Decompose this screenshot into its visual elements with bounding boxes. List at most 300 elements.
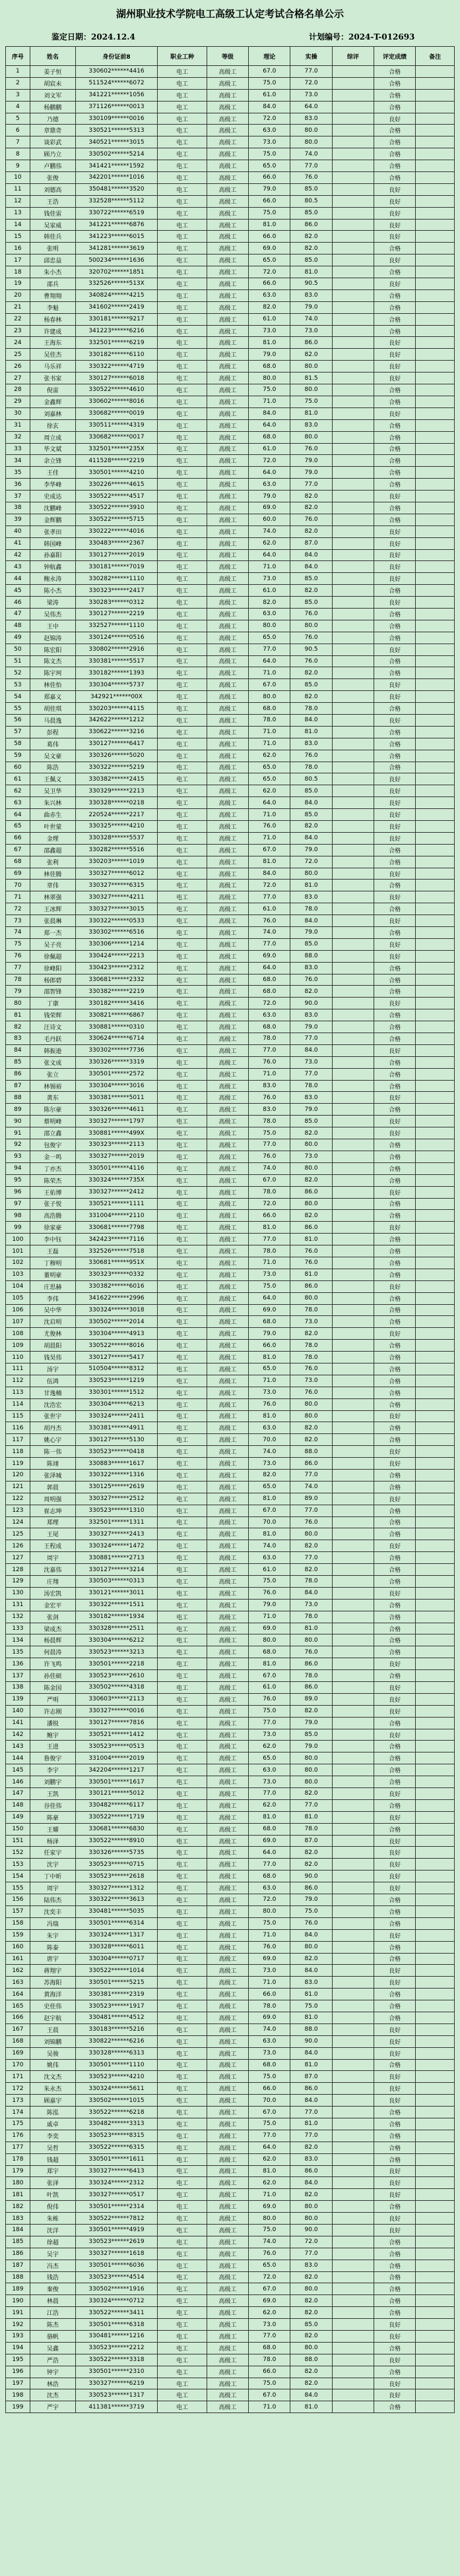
cell-job: 电工 bbox=[158, 561, 207, 573]
cell-theory: 63.0 bbox=[249, 2035, 290, 2047]
table-row bbox=[6, 1705, 455, 1717]
cell-remark bbox=[416, 1044, 455, 1056]
cell-name: 陈浩 bbox=[30, 762, 75, 773]
cell-job: 电工 bbox=[158, 2083, 207, 2095]
cell-practice: 82.0 bbox=[290, 1434, 332, 1446]
cell-theory: 72.0 bbox=[249, 1894, 290, 1906]
cell-remark bbox=[416, 573, 455, 585]
table-row bbox=[6, 655, 455, 667]
cell-level: 高级工 bbox=[207, 561, 248, 573]
cell-theory: 78.0 bbox=[249, 1033, 290, 1045]
table-row bbox=[6, 1799, 455, 1811]
cell-name: 吴子亮 bbox=[30, 938, 75, 950]
table-row bbox=[6, 1104, 455, 1116]
cell-overall bbox=[332, 644, 374, 655]
cell-grade: 良好 bbox=[374, 2378, 416, 2389]
cell-overall bbox=[332, 195, 374, 207]
cell-no: 14 bbox=[6, 219, 30, 231]
cell-grade: 良好 bbox=[374, 1186, 416, 1198]
cell-remark bbox=[416, 419, 455, 431]
cell-remark bbox=[416, 113, 455, 125]
table-row bbox=[6, 832, 455, 844]
cell-grade: 合格 bbox=[374, 1894, 416, 1906]
cell-no: 115 bbox=[6, 1410, 30, 1422]
cell-remark bbox=[416, 1682, 455, 1694]
cell-job: 电工 bbox=[158, 2307, 207, 2319]
cell-name: 李奕 bbox=[30, 2130, 75, 2142]
cell-level: 高级工 bbox=[207, 1905, 248, 1917]
cell-practice: 80.0 bbox=[290, 2201, 332, 2213]
cell-overall bbox=[332, 136, 374, 148]
cell-job: 电工 bbox=[158, 1481, 207, 1493]
cell-remark bbox=[416, 1410, 455, 1422]
cell-name: 孙佳硕 bbox=[30, 1670, 75, 1682]
cell-practice: 76.0 bbox=[290, 974, 332, 986]
cell-id: 330322******3613 bbox=[75, 1894, 157, 1906]
cell-practice: 64.0 bbox=[290, 101, 332, 113]
cell-theory: 65.0 bbox=[249, 1752, 290, 1764]
cell-theory: 61.0 bbox=[249, 89, 290, 101]
cell-level: 高级工 bbox=[207, 2260, 248, 2271]
cell-level: 高级工 bbox=[207, 1752, 248, 1764]
table-row bbox=[6, 278, 455, 290]
cell-practice: 81.0 bbox=[290, 880, 332, 891]
cell-level: 高级工 bbox=[207, 1847, 248, 1859]
cell-level: 高级工 bbox=[207, 66, 248, 78]
cell-name: 高浩腾 bbox=[30, 1210, 75, 1222]
table-row bbox=[6, 880, 455, 891]
cell-no: 158 bbox=[6, 1917, 30, 1929]
cell-job: 电工 bbox=[158, 313, 207, 325]
cell-remark bbox=[416, 255, 455, 266]
cell-name: 曹翔翔 bbox=[30, 289, 75, 301]
cell-name: 张世宇 bbox=[30, 1410, 75, 1422]
cell-overall bbox=[332, 891, 374, 903]
cell-id: 330681******6830 bbox=[75, 1823, 157, 1835]
cell-id: 330503******0313 bbox=[75, 1576, 157, 1588]
cell-grade: 合格 bbox=[374, 325, 416, 337]
cell-id: 330322******5219 bbox=[75, 762, 157, 773]
cell-no: 50 bbox=[6, 644, 30, 655]
cell-id: 330522******1719 bbox=[75, 1811, 157, 1823]
cell-job: 电工 bbox=[158, 2366, 207, 2378]
cell-name: 邵兵 bbox=[30, 278, 75, 290]
cell-name: 朱宇 bbox=[30, 1929, 75, 1941]
cell-job: 电工 bbox=[158, 1434, 207, 1446]
cell-theory: 63.0 bbox=[249, 1882, 290, 1894]
cell-id: 330482******3313 bbox=[75, 2118, 157, 2130]
table-row bbox=[6, 927, 455, 939]
cell-job: 电工 bbox=[158, 384, 207, 396]
cell-remark bbox=[416, 325, 455, 337]
cell-theory: 75.0 bbox=[249, 207, 290, 219]
cell-overall bbox=[332, 2142, 374, 2153]
cell-level: 高级工 bbox=[207, 1280, 248, 1292]
cell-overall bbox=[332, 2378, 374, 2389]
cell-level: 高级工 bbox=[207, 856, 248, 868]
cell-id: 330523******4514 bbox=[75, 2271, 157, 2283]
cell-theory: 61.0 bbox=[249, 585, 290, 597]
cell-no: 90 bbox=[6, 1116, 30, 1127]
cell-level: 高级工 bbox=[207, 2331, 248, 2343]
cell-remark bbox=[416, 2319, 455, 2331]
cell-practice: 73.0 bbox=[290, 1316, 332, 1328]
cell-no: 146 bbox=[6, 1776, 30, 1788]
cell-practice: 84.0 bbox=[290, 1965, 332, 1977]
cell-remark bbox=[416, 1634, 455, 1646]
cell-job: 电工 bbox=[158, 479, 207, 491]
cell-remark bbox=[416, 537, 455, 549]
cell-remark bbox=[416, 243, 455, 255]
cell-overall bbox=[332, 1340, 374, 1352]
cell-remark bbox=[416, 1576, 455, 1588]
cell-theory: 71.0 bbox=[249, 1068, 290, 1080]
cell-practice: 77.0 bbox=[290, 1033, 332, 1045]
cell-grade: 合格 bbox=[374, 479, 416, 491]
cell-no: 28 bbox=[6, 384, 30, 396]
cell-name: 胡佳琪 bbox=[30, 703, 75, 715]
table-row bbox=[6, 691, 455, 703]
cell-theory: 63.0 bbox=[249, 608, 290, 620]
cell-practice: 73.0 bbox=[290, 1151, 332, 1162]
cell-remark bbox=[416, 1847, 455, 1859]
cell-level: 高级工 bbox=[207, 1953, 248, 1965]
cell-theory: 81.0 bbox=[249, 1493, 290, 1505]
cell-theory: 69.0 bbox=[249, 243, 290, 255]
cell-overall bbox=[332, 726, 374, 738]
cell-practice: 83.0 bbox=[290, 289, 332, 301]
cell-level: 高级工 bbox=[207, 407, 248, 419]
table-row bbox=[6, 172, 455, 184]
cell-practice: 78.0 bbox=[290, 1352, 332, 1363]
cell-level: 高级工 bbox=[207, 101, 248, 113]
cell-no: 82 bbox=[6, 1021, 30, 1033]
cell-theory: 73.0 bbox=[249, 325, 290, 337]
cell-overall bbox=[332, 502, 374, 514]
cell-overall bbox=[332, 2012, 374, 2023]
table-row bbox=[6, 1516, 455, 1528]
cell-overall bbox=[332, 1811, 374, 1823]
cell-id: 330523******1317 bbox=[75, 2389, 157, 2401]
cell-no: 79 bbox=[6, 986, 30, 998]
cell-id: 330501******1110 bbox=[75, 2059, 157, 2071]
cell-level: 高级工 bbox=[207, 443, 248, 455]
cell-theory: 62.0 bbox=[249, 1741, 290, 1752]
cell-no: 142 bbox=[6, 1729, 30, 1741]
cell-remark bbox=[416, 231, 455, 243]
cell-grade: 合格 bbox=[374, 1080, 416, 1092]
cell-grade: 良好 bbox=[374, 868, 416, 880]
cell-grade: 良好 bbox=[374, 2354, 416, 2366]
table-row bbox=[6, 1116, 455, 1127]
cell-overall bbox=[332, 1540, 374, 1552]
cell-id: 511524******6072 bbox=[75, 77, 157, 89]
cell-practice: 86.0 bbox=[290, 1682, 332, 1694]
cell-overall bbox=[332, 1458, 374, 1470]
cell-id: 330382******2415 bbox=[75, 773, 157, 785]
cell-name: 徐超 bbox=[30, 2236, 75, 2248]
cell-practice: 80.0 bbox=[290, 1162, 332, 1174]
cell-job: 电工 bbox=[158, 1304, 207, 1316]
cell-name: 鲍永涛 bbox=[30, 573, 75, 585]
cell-no: 134 bbox=[6, 1634, 30, 1646]
cell-overall bbox=[332, 1269, 374, 1280]
cell-name: 任家宇 bbox=[30, 1847, 75, 1859]
cell-name: 陈泓 bbox=[30, 2107, 75, 2118]
cell-remark bbox=[416, 679, 455, 691]
cell-practice: 85.0 bbox=[290, 573, 332, 585]
cell-remark bbox=[416, 2401, 455, 2413]
cell-no: 67 bbox=[6, 844, 30, 856]
cell-name: 郑一杰 bbox=[30, 927, 75, 939]
cell-job: 电工 bbox=[158, 1682, 207, 1694]
cell-level: 高级工 bbox=[207, 2000, 248, 2012]
cell-no: 109 bbox=[6, 1340, 30, 1352]
cell-overall bbox=[332, 1434, 374, 1446]
cell-theory: 73.0 bbox=[249, 2319, 290, 2331]
cell-grade: 合格 bbox=[374, 1174, 416, 1186]
cell-id: 330324******1472 bbox=[75, 1540, 157, 1552]
cell-name: 许建成 bbox=[30, 325, 75, 337]
cell-practice: 75.0 bbox=[290, 1905, 332, 1917]
cell-level: 高级工 bbox=[207, 1328, 248, 1340]
cell-overall bbox=[332, 1116, 374, 1127]
cell-practice: 85.0 bbox=[290, 679, 332, 691]
cell-remark bbox=[416, 809, 455, 821]
cell-overall bbox=[332, 1186, 374, 1198]
cell-id: 330501******6036 bbox=[75, 2260, 157, 2271]
cell-remark bbox=[416, 1398, 455, 1410]
table-row bbox=[6, 419, 455, 431]
cell-remark bbox=[416, 974, 455, 986]
cell-job: 电工 bbox=[158, 491, 207, 502]
cell-name: 陈一伟 bbox=[30, 1446, 75, 1458]
cell-overall bbox=[332, 1623, 374, 1634]
cell-grade: 合格 bbox=[374, 1646, 416, 1658]
cell-job: 电工 bbox=[158, 1044, 207, 1056]
cell-remark bbox=[416, 797, 455, 809]
table-row bbox=[6, 856, 455, 868]
cell-grade: 良好 bbox=[374, 195, 416, 207]
cell-id: 330482******6117 bbox=[75, 1799, 157, 1811]
cell-name: 谈彩武 bbox=[30, 136, 75, 148]
cell-overall bbox=[332, 1198, 374, 1210]
cell-overall bbox=[332, 1799, 374, 1811]
table-row bbox=[6, 726, 455, 738]
table-row bbox=[6, 525, 455, 537]
cell-id: 330182******3416 bbox=[75, 998, 157, 1009]
cell-practice: 82.0 bbox=[290, 2295, 332, 2307]
cell-practice: 77.0 bbox=[290, 1068, 332, 1080]
cell-level: 高级工 bbox=[207, 231, 248, 243]
cell-name: 钱浩 bbox=[30, 2271, 75, 2283]
cell-remark bbox=[416, 950, 455, 962]
table-row bbox=[6, 125, 455, 136]
cell-practice: 87.0 bbox=[290, 2071, 332, 2083]
cell-job: 电工 bbox=[158, 1021, 207, 1033]
cell-practice: 85.0 bbox=[290, 785, 332, 797]
cell-id: 330323******2417 bbox=[75, 585, 157, 597]
cell-name: 孙嘉阳 bbox=[30, 549, 75, 561]
cell-name: 赵锦涛 bbox=[30, 632, 75, 644]
cell-grade: 合格 bbox=[374, 1717, 416, 1729]
cell-practice: 86.0 bbox=[290, 2165, 332, 2177]
cell-theory: 71.0 bbox=[249, 2189, 290, 2201]
table-row bbox=[6, 1564, 455, 1576]
cell-no: 155 bbox=[6, 1882, 30, 1894]
cell-overall bbox=[332, 2165, 374, 2177]
cell-level: 高级工 bbox=[207, 950, 248, 962]
cell-job: 电工 bbox=[158, 1127, 207, 1139]
cell-no: 198 bbox=[6, 2389, 30, 2401]
cell-practice: 83.0 bbox=[290, 2153, 332, 2165]
cell-remark bbox=[416, 1811, 455, 1823]
cell-name: 周明强 bbox=[30, 1493, 75, 1505]
cell-theory: 74.0 bbox=[249, 927, 290, 939]
cell-remark bbox=[416, 1080, 455, 1092]
cell-overall bbox=[332, 1398, 374, 1410]
cell-id: 330109******0016 bbox=[75, 113, 157, 125]
cell-overall bbox=[332, 927, 374, 939]
cell-level: 高级工 bbox=[207, 2213, 248, 2225]
cell-remark bbox=[416, 77, 455, 89]
cell-remark bbox=[416, 479, 455, 491]
cell-theory: 76.0 bbox=[249, 1092, 290, 1104]
table-row bbox=[6, 2331, 455, 2343]
cell-level: 高级工 bbox=[207, 113, 248, 125]
cell-no: 52 bbox=[6, 667, 30, 679]
cell-theory: 77.0 bbox=[249, 2331, 290, 2343]
cell-grade: 合格 bbox=[374, 66, 416, 78]
cell-no: 65 bbox=[6, 821, 30, 833]
cell-remark bbox=[416, 1905, 455, 1917]
cell-overall bbox=[332, 1905, 374, 1917]
cell-practice: 77.0 bbox=[290, 1469, 332, 1481]
cell-level: 高级工 bbox=[207, 821, 248, 833]
cell-practice: 82.0 bbox=[290, 525, 332, 537]
cell-id: 330121******3011 bbox=[75, 1587, 157, 1599]
cell-remark bbox=[416, 491, 455, 502]
cell-overall bbox=[332, 1481, 374, 1493]
cell-name: 马晨逸 bbox=[30, 714, 75, 726]
cell-level: 高级工 bbox=[207, 1245, 248, 1257]
cell-name: 金辉鹏 bbox=[30, 514, 75, 525]
cell-theory: 63.0 bbox=[249, 1764, 290, 1776]
cell-job: 电工 bbox=[158, 950, 207, 962]
cell-job: 电工 bbox=[158, 1799, 207, 1811]
cell-id: 330302******7736 bbox=[75, 1044, 157, 1056]
cell-job: 电工 bbox=[158, 514, 207, 525]
cell-remark bbox=[416, 125, 455, 136]
table-row bbox=[6, 573, 455, 585]
cell-name: 尤俊林 bbox=[30, 1328, 75, 1340]
cell-id: 330682******0017 bbox=[75, 431, 157, 443]
cell-grade: 合格 bbox=[374, 762, 416, 773]
cell-job: 电工 bbox=[158, 1871, 207, 1882]
cell-grade: 良好 bbox=[374, 361, 416, 373]
cell-level: 高级工 bbox=[207, 1634, 248, 1646]
cell-overall bbox=[332, 1847, 374, 1859]
cell-job: 电工 bbox=[158, 1234, 207, 1245]
cell-level: 高级工 bbox=[207, 797, 248, 809]
cell-theory: 68.0 bbox=[249, 361, 290, 373]
cell-theory: 75.0 bbox=[249, 1705, 290, 1717]
cell-no: 11 bbox=[6, 183, 30, 195]
cell-name: 王磊 bbox=[30, 1245, 75, 1257]
table-row bbox=[6, 644, 455, 655]
cell-theory: 63.0 bbox=[249, 289, 290, 301]
cell-id: 330522******1014 bbox=[75, 1965, 157, 1977]
table-row bbox=[6, 455, 455, 467]
cell-overall bbox=[332, 101, 374, 113]
cell-no: 56 bbox=[6, 714, 30, 726]
cell-remark bbox=[416, 903, 455, 915]
cell-practice: 90.0 bbox=[290, 2035, 332, 2047]
cell-job: 电工 bbox=[158, 891, 207, 903]
cell-practice: 82.0 bbox=[290, 491, 332, 502]
cell-practice: 82.0 bbox=[290, 1540, 332, 1552]
cell-overall bbox=[332, 289, 374, 301]
cell-overall bbox=[332, 66, 374, 78]
cell-grade: 良好 bbox=[374, 255, 416, 266]
cell-overall bbox=[332, 1162, 374, 1174]
cell-practice: 81.0 bbox=[290, 1989, 332, 2000]
cell-level: 高级工 bbox=[207, 1398, 248, 1410]
cell-remark bbox=[416, 2012, 455, 2023]
cell-grade: 合格 bbox=[374, 301, 416, 313]
cell-practice: 84.0 bbox=[290, 1587, 332, 1599]
cell-job: 电工 bbox=[158, 1316, 207, 1328]
cell-grade: 良好 bbox=[374, 1835, 416, 1847]
cell-overall bbox=[332, 231, 374, 243]
cell-theory: 67.0 bbox=[249, 2107, 290, 2118]
cell-id: 330127******5130 bbox=[75, 1434, 157, 1446]
cell-overall bbox=[332, 1776, 374, 1788]
plan-number: 计划编号：2024-T-012693 bbox=[309, 32, 415, 42]
cell-no: 25 bbox=[6, 349, 30, 361]
cell-no: 18 bbox=[6, 266, 30, 278]
header-practice: 实操 bbox=[290, 47, 332, 66]
cell-practice: 82.0 bbox=[290, 691, 332, 703]
cell-practice: 87.0 bbox=[290, 1835, 332, 1847]
cell-name: 谷佳伟 bbox=[30, 1799, 75, 1811]
cell-overall bbox=[332, 160, 374, 172]
cell-overall bbox=[332, 938, 374, 950]
cell-overall bbox=[332, 407, 374, 419]
cell-level: 高级工 bbox=[207, 667, 248, 679]
cell-job: 电工 bbox=[158, 125, 207, 136]
cell-no: 34 bbox=[6, 455, 30, 467]
cell-job: 电工 bbox=[158, 525, 207, 537]
cell-id: 330328******5537 bbox=[75, 832, 157, 844]
table-row bbox=[6, 1328, 455, 1340]
cell-level: 高级工 bbox=[207, 325, 248, 337]
cell-id: 330327******4211 bbox=[75, 891, 157, 903]
cell-name: 崔志坤 bbox=[30, 1505, 75, 1516]
cell-remark bbox=[416, 927, 455, 939]
cell-remark bbox=[416, 467, 455, 479]
table-row bbox=[6, 2177, 455, 2189]
cell-level: 高级工 bbox=[207, 2271, 248, 2283]
cell-practice: 75.0 bbox=[290, 2000, 332, 2012]
cell-grade: 合格 bbox=[374, 986, 416, 998]
table-row bbox=[6, 2012, 455, 2023]
table-row bbox=[6, 2260, 455, 2271]
cell-job: 电工 bbox=[158, 1670, 207, 1682]
cell-level: 高级工 bbox=[207, 2153, 248, 2165]
table-row bbox=[6, 1363, 455, 1375]
cell-theory: 73.0 bbox=[249, 573, 290, 585]
